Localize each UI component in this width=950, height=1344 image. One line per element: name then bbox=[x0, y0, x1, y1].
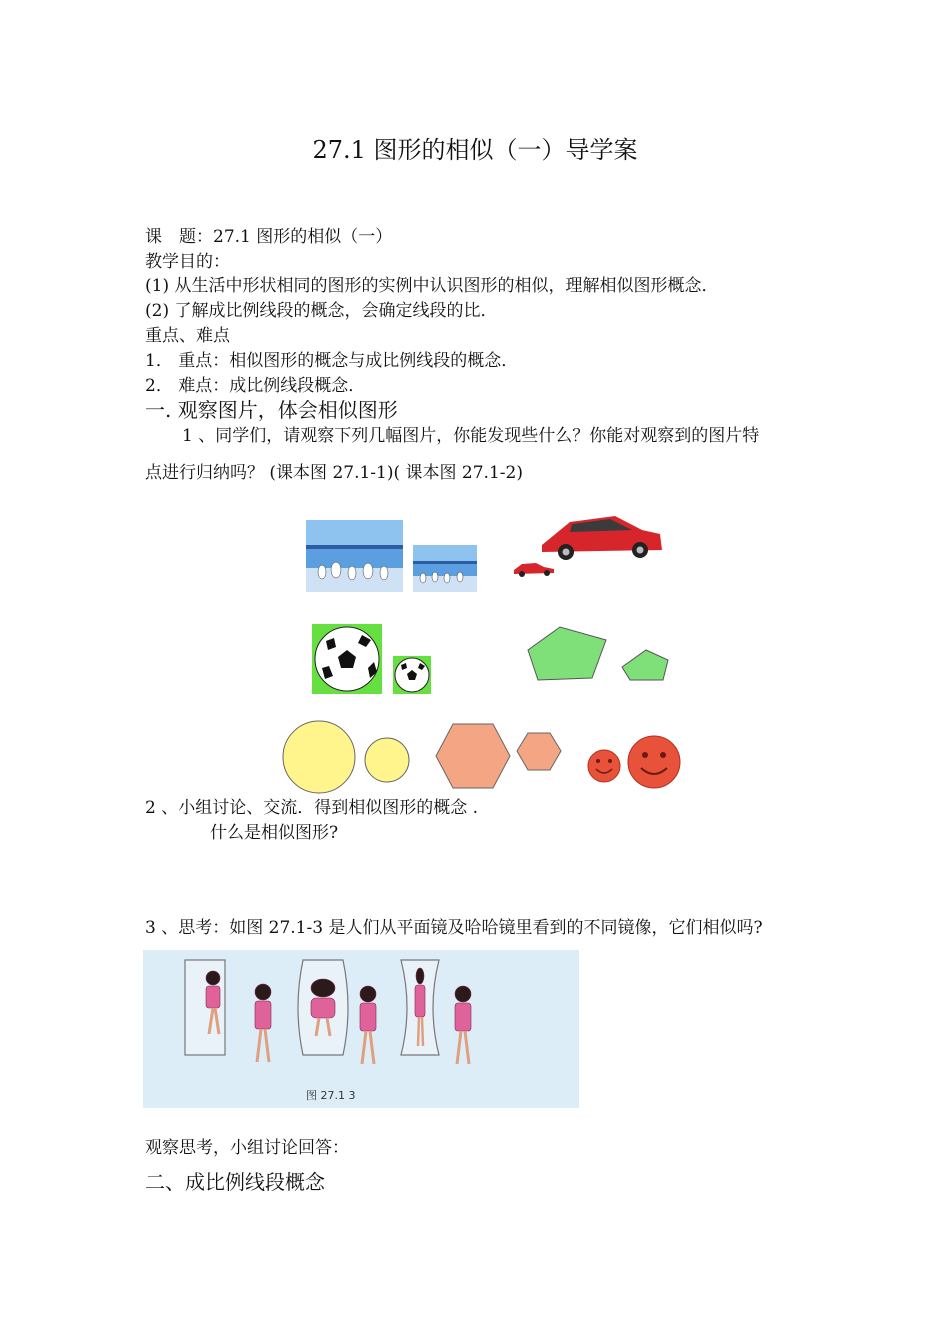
question-2-prompt: 什么是相似图形? bbox=[210, 823, 339, 843]
page-title: 27.1 图形的相似（一）导学案 bbox=[312, 136, 638, 164]
pentagon-large bbox=[528, 627, 606, 680]
soccer-ball-small bbox=[393, 656, 431, 694]
similar-figures-illustration bbox=[270, 500, 700, 800]
circle-small bbox=[365, 738, 409, 782]
lesson-topic: 课 题：27.1 图形的相似（一） bbox=[145, 227, 393, 247]
mirror-figure bbox=[143, 950, 579, 1108]
car-large bbox=[542, 516, 662, 560]
objective-2: (2) 了解成比例线段的概念，会确定线段的比． bbox=[145, 301, 498, 321]
lake-photo-small bbox=[413, 545, 477, 592]
question-2: 2 、小组讨论、交流．得到相似图形的概念 . bbox=[145, 798, 479, 818]
lake-photo-large bbox=[306, 520, 403, 592]
hexagon-small bbox=[517, 733, 561, 770]
girl-figure-1 bbox=[255, 984, 271, 1062]
smiley-large bbox=[628, 736, 680, 788]
question-3: 3 、思考：如图 27.1-3 是人们从平面镜及哈哈镜里看到的不同镜像，它们相似吗? bbox=[145, 918, 763, 938]
figure-caption: 图 27.1 3 bbox=[306, 1089, 356, 1102]
observe-prompt: 观察思考，小组讨论回答： bbox=[145, 1138, 349, 1158]
pentagon-small bbox=[622, 650, 668, 680]
soccer-ball-large bbox=[312, 624, 382, 694]
key-point-2: 2． 难点：成比例线段概念． bbox=[145, 376, 366, 396]
smiley-small bbox=[588, 750, 620, 782]
girl-figure-3 bbox=[455, 986, 471, 1064]
car-small bbox=[514, 563, 554, 577]
key-heading: 重点、难点 bbox=[145, 326, 230, 346]
section2-heading: 二、成比例线段概念 bbox=[145, 1170, 325, 1194]
key-point-1: 1． 重点：相似图形的概念与成比例线段的概念． bbox=[145, 351, 519, 371]
circle-large bbox=[283, 721, 355, 793]
girl-figure-2 bbox=[360, 986, 376, 1064]
hexagon-large bbox=[436, 724, 510, 788]
question-1-line-1: 1 、同学们，请观察下列几幅图片，你能发现些什么？你能对观察到的图片特 bbox=[182, 426, 760, 446]
section1-heading: 一. 观察图片，体会相似图形 bbox=[145, 398, 398, 422]
objective-1: (1) 从生活中形状相同的图形的实例中认识图形的相似，理解相似图形概念． bbox=[145, 276, 719, 296]
objectives-heading: 教学目的： bbox=[145, 252, 230, 272]
question-1-line-2: 点进行归纳吗？ (课本图 27.1-1)( 课本图 27.1-2) bbox=[145, 463, 523, 483]
mirror-illustration bbox=[143, 950, 579, 1108]
